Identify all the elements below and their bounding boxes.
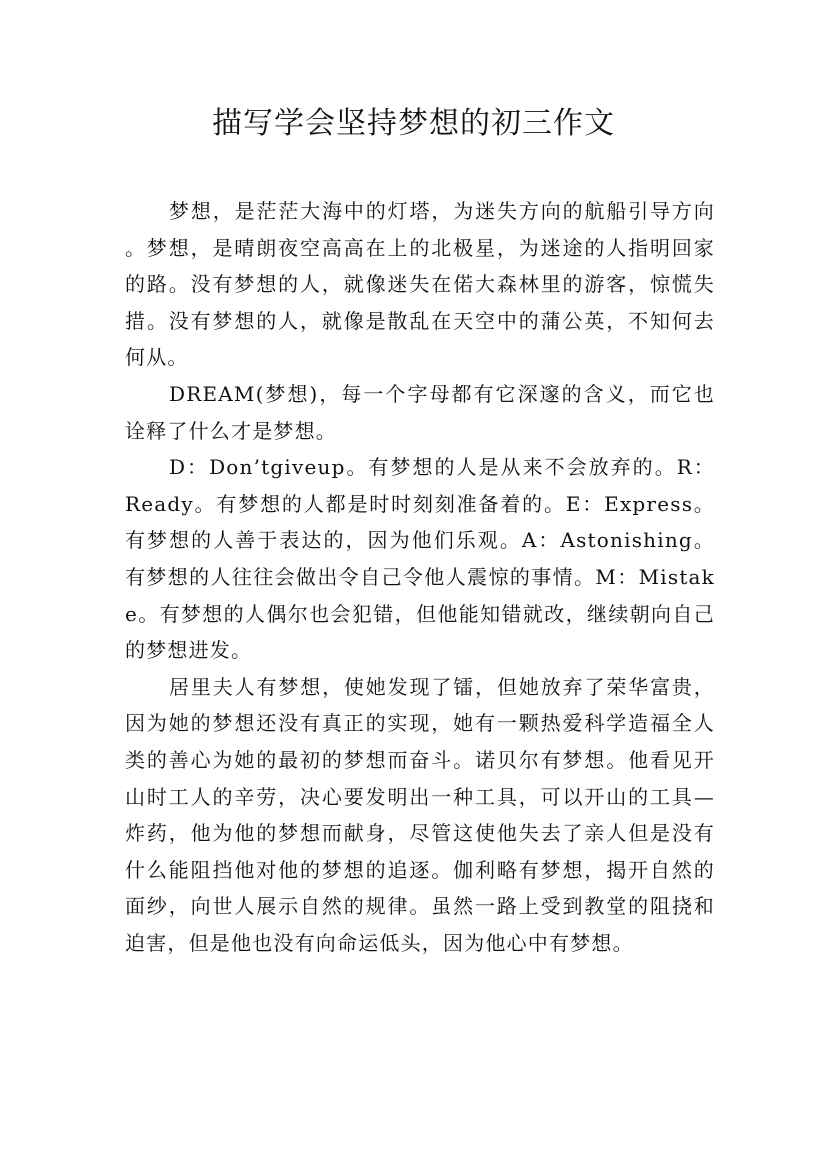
document-title: 描写学会坚持梦想的初三作文 (212, 106, 615, 141)
paragraph-dream-intro: 梦想，是茫茫大海中的灯塔，为迷失方向的航船引导方向。梦想，是晴朗夜空高高在上的北极星，为迷途的人指明回家的路。没有梦想的人，就像迷失在偌大森林里的游客，惊慌失措。没有梦想的人，就像是散乱在天空中的蒲公英，不知何去何从。 (125, 199, 715, 370)
paragraph-dream-letters: D：Don’tgiveup。有梦想的人是从来不会放弃的。R：Ready。有梦想的人都是时时刻刻准备着的。E：Express。有梦想的人善于表达的，因为他们乐观。A：Astonishing。有梦想的人往往会做出令自己令他人震惊的事情。M：Mistake。有梦想的人偶尔也会犯错，但他能知错就改，继续朝向自己的梦想进发。 (125, 455, 715, 663)
paragraph-dream-word: DREAM(梦想)，每一个字母都有它深邃的含义，而它也诠释了什么才是梦想。 (125, 381, 715, 443)
paragraph-famous-dreamers: 居里夫人有梦想，使她发现了镭，但她放弃了荣华富贵，因为她的梦想还没有真正的实现，她有一颗热爱科学造福全人类的善心为她的最初的梦想而奋斗。诺贝尔有梦想。他看见开山时工人的辛劳，决心要发明出一种工具，可以开山的工具—炸药，他为他的梦想而献身，尽管这使他失去了亲人但是没有什么能阻挡他对他的梦想的追逐。伽利略有梦想，揭开自然的面纱，向世人展示自然的规律。虽然一路上受到教堂的阻挠和迫害，但是他也没有向命运低头，因为他心中有梦想。 (125, 674, 715, 955)
document-body (125, 193, 715, 961)
